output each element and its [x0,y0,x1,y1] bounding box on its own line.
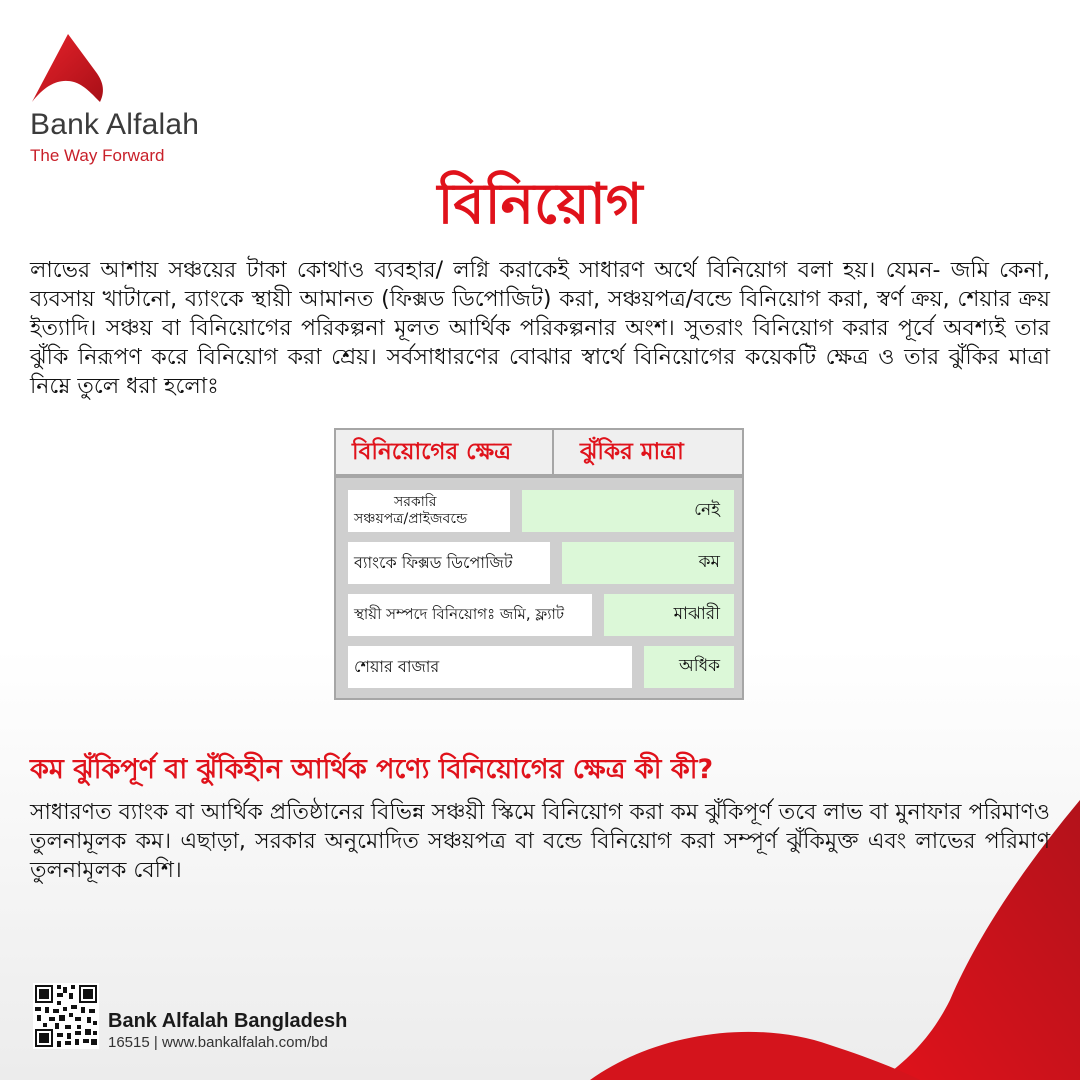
body-paragraph: সাধারণত ব্যাংক বা আর্থিক প্রতিষ্ঠানের বিভিন্ন সঞ্চয়ী স্কিমে বিনিয়োগ করা কম ঝুঁকিপূর্ণ তবে লাভ বা মুনাফার পরিমাণও তুলনামূলক কম। এছাড়া, সরকার অনুমোদিত সঞ্চয়পত্র বা বন্ডে বিনিয়োগ করা সম্পূর্ণ ঝুঁকিমুক্ত এবং লাভের পরিমাণ তুলনামূলক বেশি। [30,800,1050,883]
brand-name: Bank Alfalah [30,108,200,141]
row-field [348,490,510,532]
brand-tagline: The Way Forward [30,146,165,165]
row-field-line2: সঞ্চয়পত্র/প্রাইজবন্ডে [354,511,468,527]
row-risk: নেই [522,490,734,532]
row-risk: মাঝারী [604,594,734,636]
risk-table [334,428,744,700]
intro-paragraph: লাভের আশায় সঞ্চয়ের টাকা কোথাও ব্যবহার/ লগ্নি করাকেই সাধারণ অর্থে বিনিয়োগ বলা হয়। যেমন- জমি কেনা, ব্যবসায় খাটানো, ব্যাংকে স্থায়ী আমানত (ফিক্সড ডিপোজিট) করা, সঞ্চয়পত্র/বন্ডে বিনিয়োগ করা, স্বর্ণ ক্রয়, শেয়ার ক্রয় ইত্যাদি। সঞ্চয় বা বিনিয়োগের পরিকল্পনা মূলত আর্থিক পরিকল্পনার অংশ। সুতরাং বিনিয়োগ করার পূর্বে অবশ্যই তার ঝুঁকি নিরূপণ করে বিনিয়োগ করা শ্রেয়। সর্বসাধারণের বোঝার স্বার্থে বিনিয়োগের কয়েকটি ক্ষেত্র ও তার ঝুঁকির মাত্রা নিম্নে তুলে ধরা হলোঃ [30,258,1050,399]
row-risk: অধিক [644,646,734,688]
header-divider [552,430,554,474]
bank-logo[interactable] [30,32,230,172]
header-risk-level: ঝুঁকির মাত্রা [580,439,684,465]
row-field: শেয়ার বাজার [348,646,632,688]
row-field-line1: সরকারি [394,494,437,510]
footer-brand-name: Bank Alfalah Bangladesh [108,1010,348,1032]
footer-contact[interactable]: 16515 | www.bankalfalah.com/bd [108,1034,328,1051]
row-risk: কম [562,542,734,584]
header-investment-field: বিনিয়োগের ক্ষেত্র [352,439,511,465]
table-header [336,430,742,478]
logo-mark-icon [30,32,108,104]
row-field: ব্যাংকে ফিক্সড ডিপোজিট [348,542,550,584]
page-title: বিনিয়োগ [437,172,643,237]
section-subheading: কম ঝুঁকিপূর্ণ বা ঝুঁকিহীন আর্থিক পণ্যে বিনিয়োগের ক্ষেত্র কী কী? [30,754,714,785]
row-field: স্থায়ী সম্পদে বিনিয়োগঃ জমি, ফ্ল্যাট [348,594,592,636]
qr-code-icon[interactable] [33,983,99,1049]
